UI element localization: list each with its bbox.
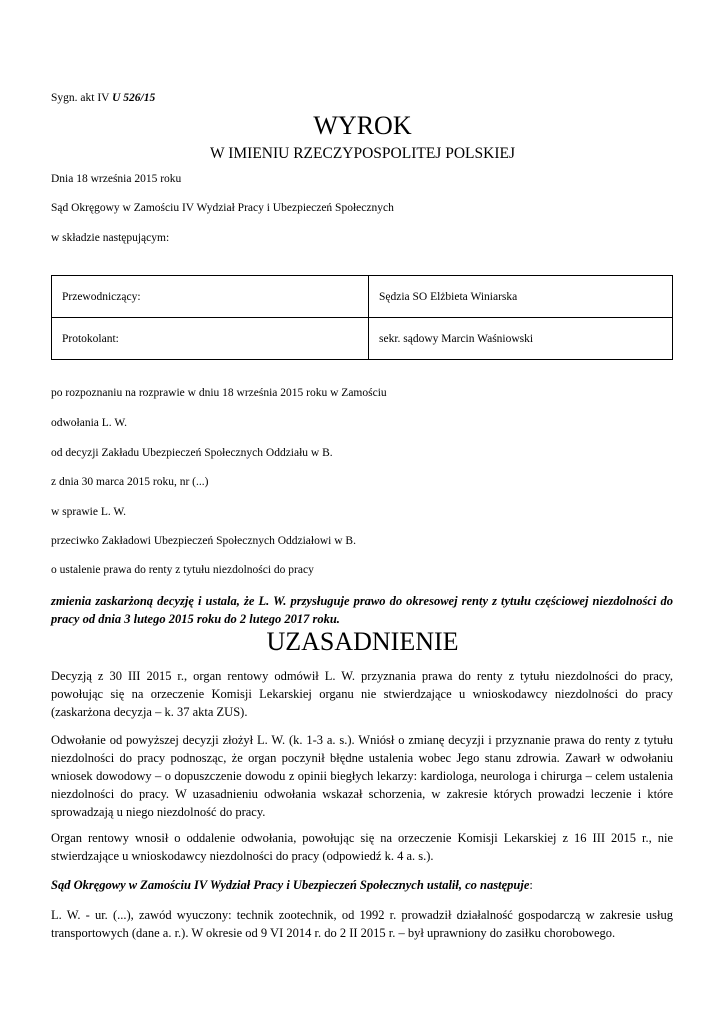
- court-panel-table: [51, 275, 673, 360]
- justification-paragraph: Organ rentowy wnosił o oddalenie odwołania, powołując się na orzeczenie Komisji Lekarskiej z 16 III 2015 r., nie stwierdzające u wnioskodawcy niezdolności do pracy (odpowiedź k. 4 a. s.).: [51, 831, 673, 863]
- proceedings-line: przeciwko Zakładowi Ubezpieczeń Społecznych Oddziałowi w B.: [51, 535, 356, 547]
- proceedings-line: w sprawie L. W.: [51, 506, 127, 518]
- findings-heading: [51, 876, 673, 894]
- justification-heading: UZASADNIENIE: [266, 627, 459, 656]
- proceedings-line: odwołania L. W.: [51, 417, 128, 429]
- panel-role-presiding: Przewodniczący:: [52, 276, 369, 318]
- case-signature-prefix: Sygn. akt IV: [51, 92, 113, 104]
- verdict-text: zmienia zaskarżoną decyzję i ustala, że L. W. przysługuje prawo do okresowej renty z tytułu częściowej niezdolności do pracy od dnia 3 lutego 2015 roku do 2 lutego 2017 roku.: [51, 594, 673, 626]
- findings-heading-text: Sąd Okręgowy w Zamościu IV Wydział Pracy i Ubezpieczeń Społecznych ustalił, co następuje: [51, 878, 530, 892]
- justification-paragraph: L. W. - ur. (...), zawód wyuczony: technik zootechnik, od 1992 r. prowadził działalność gospodarczą w zakresie usług transportowych (dane a. r.). W okresie od 9 VI 2014 r. do 2 II 2015 r. – był uprawniony do zasiłku chorobowego.: [51, 908, 673, 940]
- case-signature-number: U 526/15: [112, 92, 156, 104]
- document-subtitle: W IMIENIU RZECZYPOSPOLITEJ POLSKIEJ: [210, 145, 515, 162]
- court-name: Sąd Okręgowy w Zamościu IV Wydział Pracy i Ubezpieczeń Społecznych: [51, 202, 394, 214]
- panel-name-clerk: sekr. sądowy Marcin Waśniowski: [369, 318, 673, 360]
- proceedings-line: z dnia 30 marca 2015 roku, nr (...): [51, 476, 209, 488]
- findings-heading-colon: :: [529, 878, 533, 892]
- proceedings-line: od decyzji Zakładu Ubezpieczeń Społecznych Oddziału w B.: [51, 447, 333, 459]
- proceedings-line: po rozpoznaniu na rozprawie w dniu 18 września 2015 roku w Zamościu: [51, 387, 387, 399]
- table-row: [52, 318, 673, 360]
- document-title: WYROK: [313, 111, 412, 140]
- panel-name-presiding: Sędzia SO Elżbieta Winiarska: [369, 276, 673, 318]
- justification-paragraph: Odwołanie od powyższej decyzji złożył L. W. (k. 1-3 a. s.). Wniósł o zmianę decyzji i przyznanie prawa do renty z tytułu niezdolności do pracy podnosząc, że organ poczynił błędne ustalenia wobec Jego stanu zdrowia. Zawarł w odwołaniu wniosek dowodowy – o dopuszczenie dowodu z opinii biegłych lekarzy: kardiologa, neurologa i chirurga – celem ustalenia niezdolności do pracy. W uzasadnieniu odwołania wskazał schorzenia, w zakresie których prowadzi leczenie i które sprowadzają u niego niezdolność do pracy.: [51, 733, 673, 819]
- case-signature: [51, 92, 155, 104]
- justification-paragraph: Decyzją z 30 III 2015 r., organ rentowy odmówił L. W. przyznania prawa do renty z tytułu niezdolności do pracy, powołując się na orzeczenie Komisji Lekarskiej organu nie stwierdzające u wnioskodawcy niezdolności do pracy (zaskarżona decyzja – k. 37 akta ZUS).: [51, 669, 673, 719]
- composition-intro: w składzie następującym:: [51, 232, 170, 244]
- table-row: [52, 276, 673, 318]
- proceedings-line: o ustalenie prawa do renty z tytułu niezdolności do pracy: [51, 564, 314, 576]
- judgment-date: Dnia 18 września 2015 roku: [51, 173, 182, 185]
- panel-role-clerk: Protokolant:: [52, 318, 369, 360]
